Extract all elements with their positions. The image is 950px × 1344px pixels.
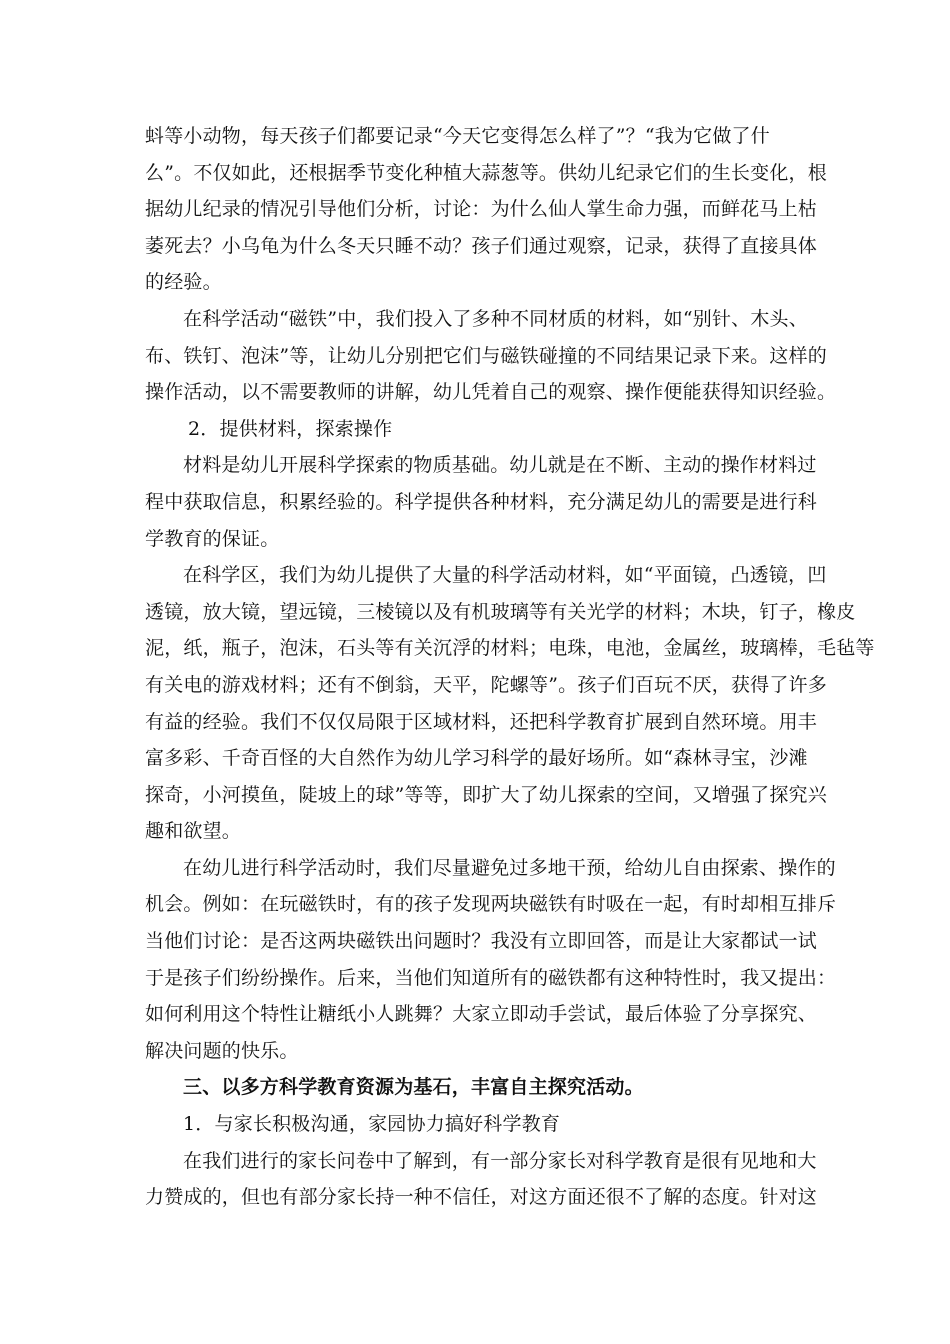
- text-line: 有益的经验。我们不仅仅局限于区域材料，还把科学教育扩展到自然环境。用丰: [145, 710, 818, 733]
- text-line: 当他们讨论：是否这两块磁铁出问题时？我没有立即回答，而是让大家都试一试: [145, 930, 818, 953]
- text-line: 于是孩子们纷纷操作。后来，当他们知道所有的磁铁都有这种特性时，我又提出：: [145, 966, 837, 989]
- text-line: 程中获取信息，积累经验的。科学提供各种材料，充分满足幼儿的需要是进行科: [145, 490, 818, 513]
- body-text: [145, 118, 875, 1216]
- text-line: 如何利用这个特性让糖纸小人跳舞？大家立即动手尝试，最后体验了分享探究、: [145, 1003, 818, 1026]
- text-line: 据幼儿纪录的情况引导他们分析，讨论：为什么仙人掌生命力强，而鲜花马上枯: [145, 198, 818, 221]
- text-line: 探奇，小河摸鱼，陡坡上的球”等等，即扩大了幼儿探索的空间，又增强了探究兴: [145, 783, 827, 806]
- paragraph-start-line: 在科学活动“磁铁”中，我们投入了多种不同材质的材料，如“别针、木头、: [183, 307, 808, 330]
- paragraph-start-line: 在我们进行的家长问卷中了解到，有一部分家长对科学教育是很有见地和大: [183, 1149, 817, 1172]
- text-line: 的经验。: [145, 271, 222, 294]
- text-line: 解决问题的快乐。: [145, 1039, 299, 1062]
- text-line: 学教育的保证。: [145, 527, 280, 550]
- paragraph-start-line: 在科学区，我们为幼儿提供了大量的科学活动材料，如“平面镜，凸透镜，凹: [183, 564, 827, 587]
- text-line: 么”。不仅如此，还根据季节变化种植大蒜葱等。供幼儿纪录它们的生长变化，根: [145, 161, 827, 184]
- text-line: 机会。例如：在玩磁铁时，有的孩子发现两块磁铁有时吸在一起，有时却相互排斥: [145, 893, 837, 916]
- text-line: 蚪等小动物，每天孩子们都要记录“今天它变得怎么样了”？“我为它做了什: [145, 125, 770, 147]
- subheading-line: 2．提供材料，探索操作: [188, 417, 393, 440]
- text-line: 有关电的游戏材料；还有不倒翁，天平，陀螺等”。孩子们百玩不厌，获得了许多: [145, 673, 827, 696]
- text-line: 布、铁钉、泡沫”等，让幼儿分别把它们与磁铁碰撞的不同结果记录下来。这样的: [145, 344, 827, 367]
- text-line: 透镜，放大镜，望远镜，三棱镜以及有机玻璃等有关光学的材料；木块，钉子，橡皮: [145, 600, 856, 623]
- text-line: 趣和欲望。: [145, 820, 242, 843]
- text-line: 力赞成的，但也有部分家长持一种不信任，对这方面还很不了解的态度。针对这: [145, 1186, 818, 1209]
- section-heading: 三、以多方科学教育资源为基石，丰富自主探究活动。: [183, 1076, 644, 1099]
- text-line: 富多彩、千奇百怪的大自然作为幼儿学习科学的最好场所。如“森林寻宝，沙滩: [145, 747, 808, 770]
- paragraph-start-line: 在幼儿进行科学活动时，我们尽量避免过多地干预，给幼儿自由探索、操作的: [183, 856, 836, 879]
- text-line: 泥，纸，瓶子，泡沫，石头等有关沉浮的材料；电珠，电池，金属丝，玻璃棒，毛毡等: [145, 637, 875, 660]
- text-line: 萎死去？小乌龟为什么冬天只睡不动？孩子们通过观察，记录，获得了直接具体: [145, 234, 818, 257]
- paragraph-start-line: 材料是幼儿开展科学探索的物质基础。幼儿就是在不断、主动的操作材料过: [183, 454, 817, 477]
- subheading-line: 1．与家长积极沟通，家园协力搞好科学教育: [183, 1113, 561, 1136]
- text-line: 操作活动，以不需要教师的讲解，幼儿凭着自己的观察、操作便能获得知识经验。: [145, 381, 837, 404]
